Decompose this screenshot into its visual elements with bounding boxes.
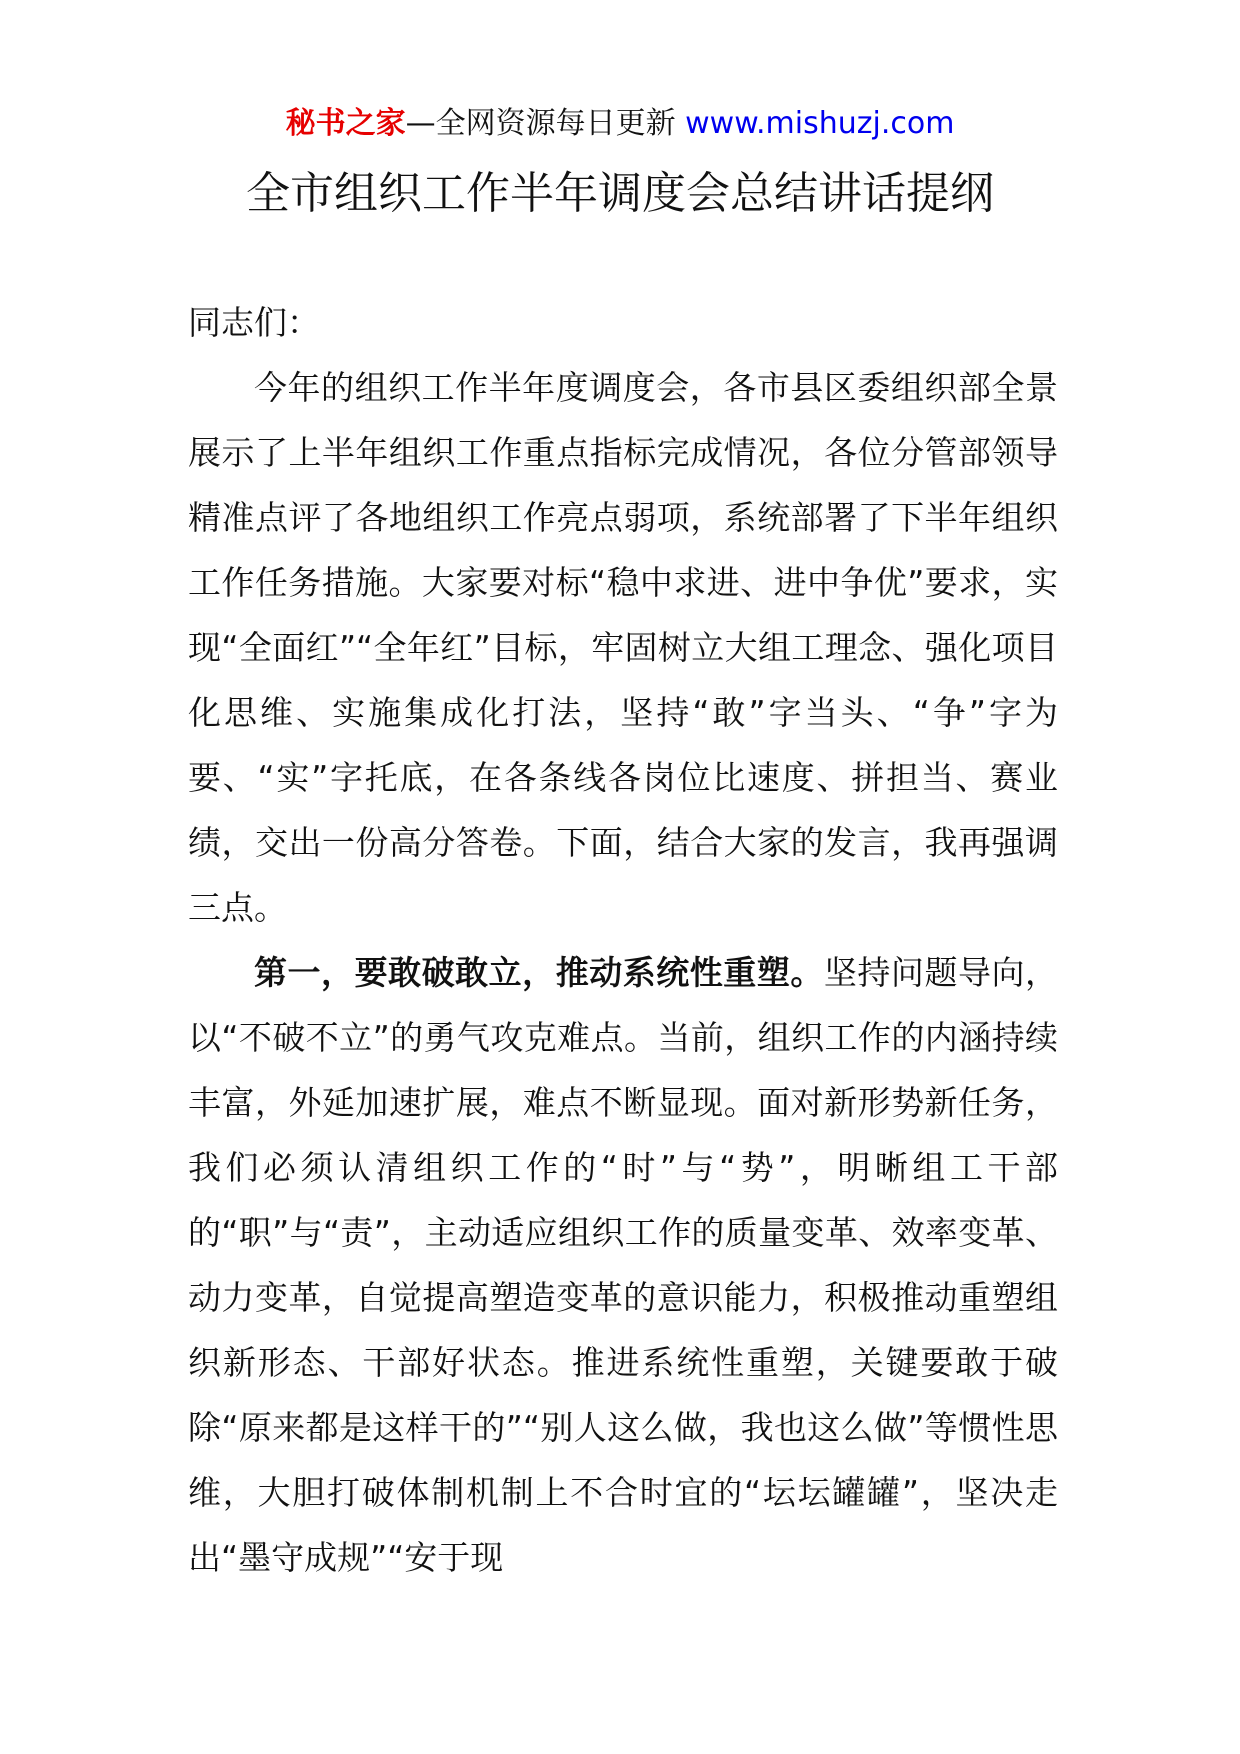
brand-name: 秘书之家 (285, 106, 406, 141)
paragraph-point-one (188, 940, 1058, 1590)
paragraph-intro: 今年的组织工作半年度调度会，各市县区委组织部全景展示了上半年组织工作重点指标完成情况，各位分管部领导精准点评了各地组织工作亮点弱项，系统部署了下半年组织工作任务措施。大家要对标“稳中求进、进中争优”要求，实现“全面红”“全年红”目标，牢固树立大组工理念、强化项目化思维、实施集成化打法，坚持“敢”字当头、“争”字为要、“实”字托底，在各条线各岗位比速度、拼担当、赛业绩，交出一份高分答卷。下面，结合大家的发言，我再强调三点。 (188, 368, 1058, 927)
document-title: 全市组织工作半年调度会总结讲话提纲 (246, 168, 994, 219)
paragraph-text: 坚持问题导向，以“不破不立”的勇气攻克难点。当前，组织工作的内涵持续丰富，外延加速扩展，难点不断显现。面对新形势新任务，我们必须认清组织工作的“时”与“势”，明晰组工干部的“职”与“责”，主动适应组织工作的质量变革、效率变革、动力变革，自觉提高塑造变革的意识能力，积极推动重塑组织新形态、干部好状态。推进系统性重塑，关键要敢于破除“原来都是这样干的”“别人这么做，我也这么做”等惯性思维，大胆打破体制机制上不合时宜的“坛坛罐罐”，坚决走出“墨守成规”“安于现 (188, 953, 1058, 1577)
salutation: 同志们： (188, 303, 320, 342)
paragraph-lead: 第一，要敢破敢立，推动系统性重塑。 (254, 953, 824, 992)
website-link[interactable]: www.mishuzj.com (685, 106, 955, 141)
page-header (0, 104, 1240, 144)
document-body (188, 290, 1058, 1590)
header-slogan: —全网资源每日更新 (405, 106, 686, 141)
